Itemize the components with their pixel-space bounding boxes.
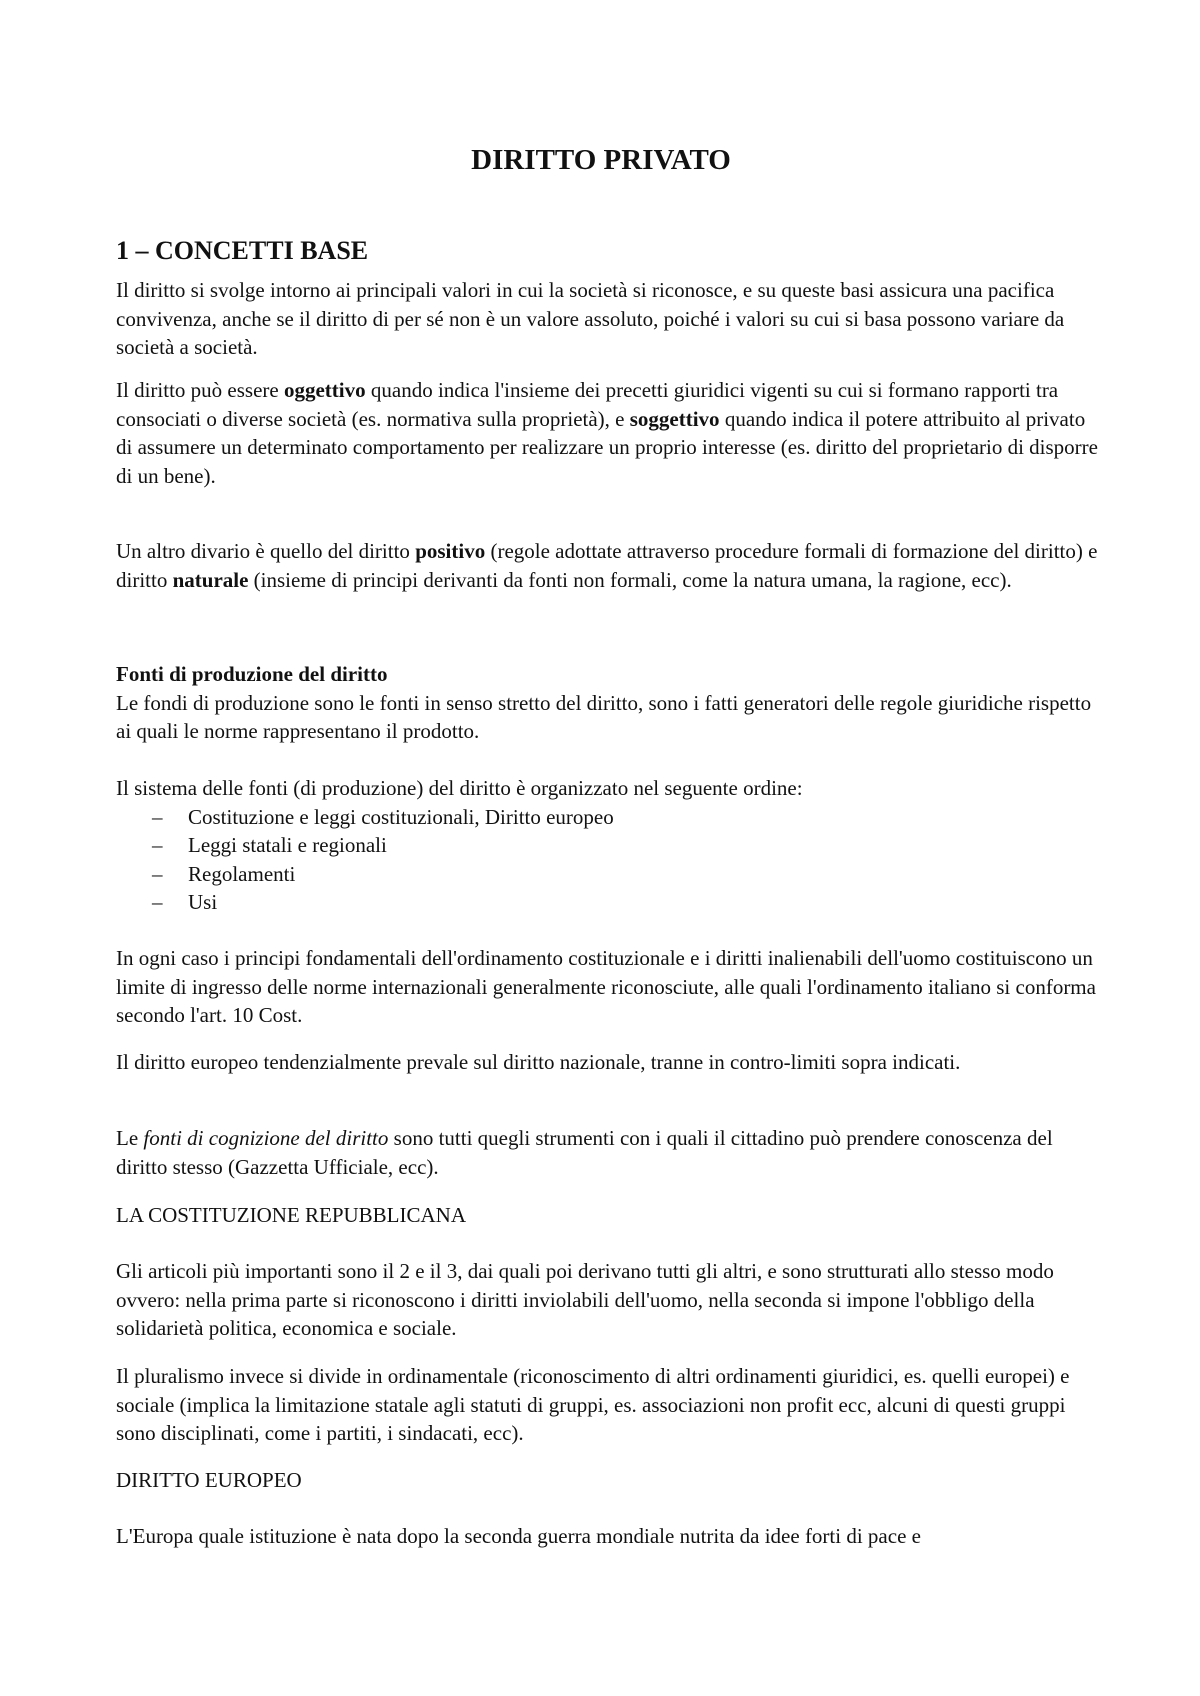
paragraph-pluralismo: Il pluralismo invece si divide in ordinamentale (riconoscimento di altri ordinamenti giuridici, es. quelli europei) e sociale (implica la limitazione statale agli statuti di gruppi, es. associazioni non profit ecc, alcuni di questi gruppi sono disciplinati, come i partiti, i sindacati, ecc). <box>116 1364 1070 1445</box>
dash-bullet: – <box>152 804 163 829</box>
section-heading: 1 – CONCETTI BASE <box>116 236 369 265</box>
list-item <box>116 803 1101 832</box>
fonti-section <box>116 660 1101 746</box>
fonti-list <box>116 803 1101 917</box>
costituzione-heading: LA COSTITUZIONE REPUBBLICANA <box>116 1203 466 1227</box>
text-run: Un altro divario è quello del diritto <box>116 539 416 563</box>
paragraph-diritto-europeo: Il diritto europeo tendenzialmente prevale sul diritto nazionale, tranne in contro-limiti sopra indicati. <box>116 1050 961 1074</box>
dash-bullet: – <box>152 890 163 914</box>
list-item <box>116 860 1101 889</box>
dash-bullet: – <box>152 833 163 857</box>
list-item-text: Costituzione e leggi costituzionali, Diritto europeo <box>188 804 614 829</box>
paragraph-fonti-cognizione <box>116 1124 1101 1181</box>
paragraph-europa: L'Europa quale istituzione è nata dopo la seconda guerra mondiale nutrita da idee forti di pace e <box>116 1524 921 1548</box>
bold-term-oggettivo: oggettivo <box>283 378 366 402</box>
paragraph-positivo-naturale <box>116 537 1101 594</box>
text-run: quando indica il potere attribuito al privato di assumere un determinato comportamento per realizzare un proprio interesse (es. diritto del proprietario di disporre di un bene). <box>116 406 1098 488</box>
text-run: (regole adottate attraverso procedure formali di formazione del diritto) e diritto <box>116 539 1098 592</box>
dash-bullet: – <box>152 861 163 886</box>
text-run: quando indica l'insieme dei precetti giuridici vigenti su cui si formano rapporti tra consociati o diverse società (es. normativa sulla proprietà), e <box>116 378 1059 431</box>
list-item-text: Leggi statali e regionali <box>188 833 387 857</box>
bold-term-naturale: naturale <box>172 567 249 592</box>
text-run: sono tutti quegli strumenti con i quali il cittadino può prendere conoscenza del diritto stesso (Gazzetta Ufficiale, ecc). <box>116 1126 1053 1179</box>
list-item <box>116 831 1101 860</box>
list-item-text: Regolamenti <box>188 861 296 886</box>
text-run: Le <box>116 1126 144 1150</box>
text-run: (insieme di principi derivanti da fonti non formali, come la natura umana, la ragione, ecc). <box>248 567 1012 592</box>
sistema-section <box>116 774 1101 917</box>
text-run: Il diritto può essere <box>116 378 284 402</box>
fonti-text: Le fondi di produzione sono le fonti in senso stretto del diritto, sono i fatti generatori delle regole giuridiche rispetto ai quali le norme rappresentano il prodotto. <box>116 690 1092 743</box>
paragraph-articoli: Gli articoli più importanti sono il 2 e il 3, dai quali poi derivano tutti gli altri, e sono strutturati allo stesso modo ovvero: nella prima parte si riconoscono i diritti inviolabili dell'uomo, nella seconda si impone l'obbligo della solidarietà politica, economica e sociale. <box>116 1259 1054 1340</box>
paragraph-intro: Il diritto si svolge intorno ai principali valori in cui la società si riconosce, e su queste basi assicura una pacifica convivenza, anche se il diritto di per sé non è un valore assoluto, poiché i valori su cui si basa possono variare da società a società. <box>116 278 1065 359</box>
sistema-intro: Il sistema delle fonti (di produzione) del diritto è organizzato nel seguente ordine: <box>116 776 803 800</box>
bold-term-soggettivo: soggettivo <box>629 406 720 431</box>
europeo-heading: DIRITTO EUROPEO <box>116 1468 302 1492</box>
list-item-text: Usi <box>188 890 218 914</box>
document-title: DIRITTO PRIVATO <box>471 144 731 176</box>
paragraph-oggettivo-soggettivo <box>116 376 1101 490</box>
list-item <box>116 888 1101 917</box>
bold-term-positivo: positivo <box>415 539 486 563</box>
italic-term-fonti-cognizione: fonti di cognizione del diritto <box>143 1126 389 1150</box>
paragraph-ogni-caso: In ogni caso i principi fondamentali dell'ordinamento costituzionale e i diritti inalienabili dell'uomo costituiscono un limite di ingresso delle norme internazionali generalmente riconosciute, alle quali l'ordinamento italiano si conforma secondo l'art. 10 Cost. <box>116 946 1096 1027</box>
fonti-heading: Fonti di produzione del diritto <box>116 662 388 686</box>
